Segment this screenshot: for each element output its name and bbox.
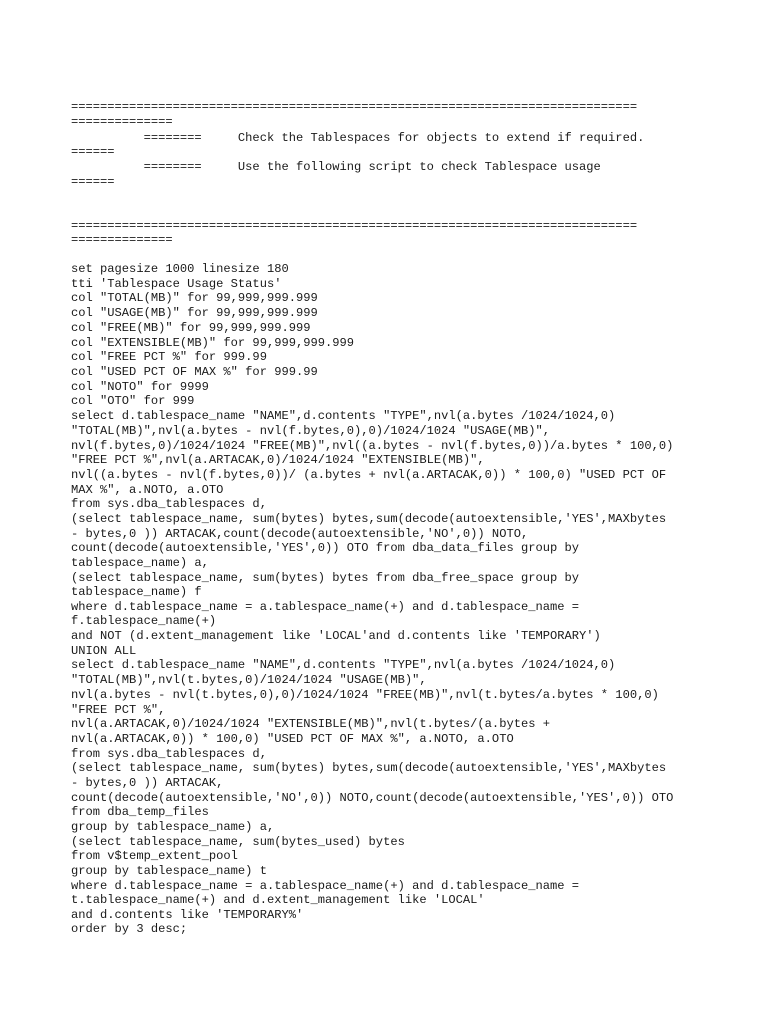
note-line: ======== Use the following script to check Tablespace usage — [71, 160, 601, 174]
note-line-continuation: ====== — [71, 175, 115, 189]
sql-line: - bytes,0 )) ARTACAK,count(decode(autoextensible,'NO',0)) NOTO, — [71, 527, 529, 541]
separator-line-continuation: ============== — [71, 115, 173, 129]
sql-line: col "FREE PCT %" for 999.99 — [71, 350, 267, 364]
sql-line: nvl(a.bytes - nvl(t.bytes,0),0)/1024/1024 "FREE(MB)",nvl(t.bytes/a.bytes * 100,0) — [71, 688, 659, 702]
sql-line: from sys.dba_tablespaces d, — [71, 497, 267, 511]
sql-line: t.tablespace_name(+) and d.extent_management like 'LOCAL' — [71, 893, 485, 907]
sql-line: order by 3 desc; — [71, 922, 188, 936]
sql-line: col "NOTO" for 9999 — [71, 380, 209, 394]
separator-line: ============================================================================== — [71, 100, 638, 114]
sql-line: select d.tablespace_name "NAME",d.contents "TYPE",nvl(a.bytes /1024/1024,0) — [71, 409, 616, 423]
sql-line: (select tablespace_name, sum(bytes_used) bytes — [71, 835, 405, 849]
sql-line: col "TOTAL(MB)" for 99,999,999.999 — [71, 291, 318, 305]
separator-line-continuation: ============== — [71, 233, 173, 247]
sql-line: and NOT (d.extent_management like 'LOCAL'and d.contents like 'TEMPORARY') — [71, 629, 601, 643]
sql-line: group by tablespace_name) t — [71, 864, 267, 878]
sql-line: col "USED PCT OF MAX %" for 999.99 — [71, 365, 318, 379]
sql-line: (select tablespace_name, sum(bytes) bytes from dba_free_space group by — [71, 571, 580, 585]
sql-line: from v$temp_extent_pool — [71, 849, 238, 863]
sql-line: col "OTO" for 999 — [71, 394, 195, 408]
sql-line: nvl(a.ARTACAK,0)) * 100,0) "USED PCT OF MAX %", a.NOTO, a.OTO — [71, 732, 514, 746]
sql-line: tablespace_name) f — [71, 585, 202, 599]
sql-line: set pagesize 1000 linesize 180 — [71, 262, 289, 276]
sql-line: from dba_temp_files — [71, 805, 209, 819]
sql-line: and d.contents like 'TEMPORARY%' — [71, 908, 304, 922]
sql-line: - bytes,0 )) ARTACAK, — [71, 776, 224, 790]
sql-line: tablespace_name) a, — [71, 556, 209, 570]
sql-line: (select tablespace_name, sum(bytes) bytes,sum(decode(autoextensible,'YES',MAXbytes — [71, 761, 667, 775]
sql-line: col "EXTENSIBLE(MB)" for 99,999,999.999 — [71, 336, 355, 350]
sql-line: where d.tablespace_name = a.tablespace_name(+) and d.tablespace_name = — [71, 879, 580, 893]
sql-line: col "USAGE(MB)" for 99,999,999.999 — [71, 306, 318, 320]
sql-line: nvl((a.bytes - nvl(f.bytes,0))/ (a.bytes + nvl(a.ARTACAK,0)) * 100,0) "USED PCT OF — [71, 468, 667, 482]
note-line-continuation: ====== — [71, 145, 115, 159]
sql-line: count(decode(autoextensible,'YES',0)) OTO from dba_data_files group by — [71, 541, 580, 555]
sql-line: "TOTAL(MB)",nvl(t.bytes,0)/1024/1024 "USAGE(MB)", — [71, 673, 427, 687]
sql-line: "TOTAL(MB)",nvl(a.bytes - nvl(f.bytes,0),0)/1024/1024 "USAGE(MB)", — [71, 424, 550, 438]
sql-line: count(decode(autoextensible,'NO',0)) NOTO,count(decode(autoextensible,'YES',0)) OTO — [71, 791, 674, 805]
sql-line: where d.tablespace_name = a.tablespace_name(+) and d.tablespace_name = — [71, 600, 580, 614]
sql-line: "FREE PCT %", — [71, 703, 166, 717]
sql-line: select d.tablespace_name "NAME",d.contents "TYPE",nvl(a.bytes /1024/1024,0) — [71, 658, 616, 672]
separator-line: ============================================================================== — [71, 219, 638, 233]
sql-line: from sys.dba_tablespaces d, — [71, 747, 267, 761]
sql-line: nvl(a.ARTACAK,0)/1024/1024 "EXTENSIBLE(MB)",nvl(t.bytes/(a.bytes + — [71, 717, 550, 731]
sql-line: f.tablespace_name(+) — [71, 614, 217, 628]
sql-line: MAX %", a.NOTO, a.OTO — [71, 483, 224, 497]
sql-line: UNION ALL — [71, 644, 137, 658]
sql-line: (select tablespace_name, sum(bytes) bytes,sum(decode(autoextensible,'YES',MAXbytes — [71, 512, 667, 526]
sql-line: tti 'Tablespace Usage Status' — [71, 277, 282, 291]
sql-line: "FREE PCT %",nvl(a.ARTACAK,0)/1024/1024 "EXTENSIBLE(MB)", — [71, 453, 485, 467]
sql-line: nvl(f.bytes,0)/1024/1024 "FREE(MB)",nvl((a.bytes - nvl(f.bytes,0))/a.bytes * 100,0) — [71, 439, 674, 453]
sql-line: col "FREE(MB)" for 99,999,999.999 — [71, 321, 311, 335]
note-line: ======== Check the Tablespaces for objects to extend if required. — [71, 131, 645, 145]
sql-line: group by tablespace_name) a, — [71, 820, 275, 834]
